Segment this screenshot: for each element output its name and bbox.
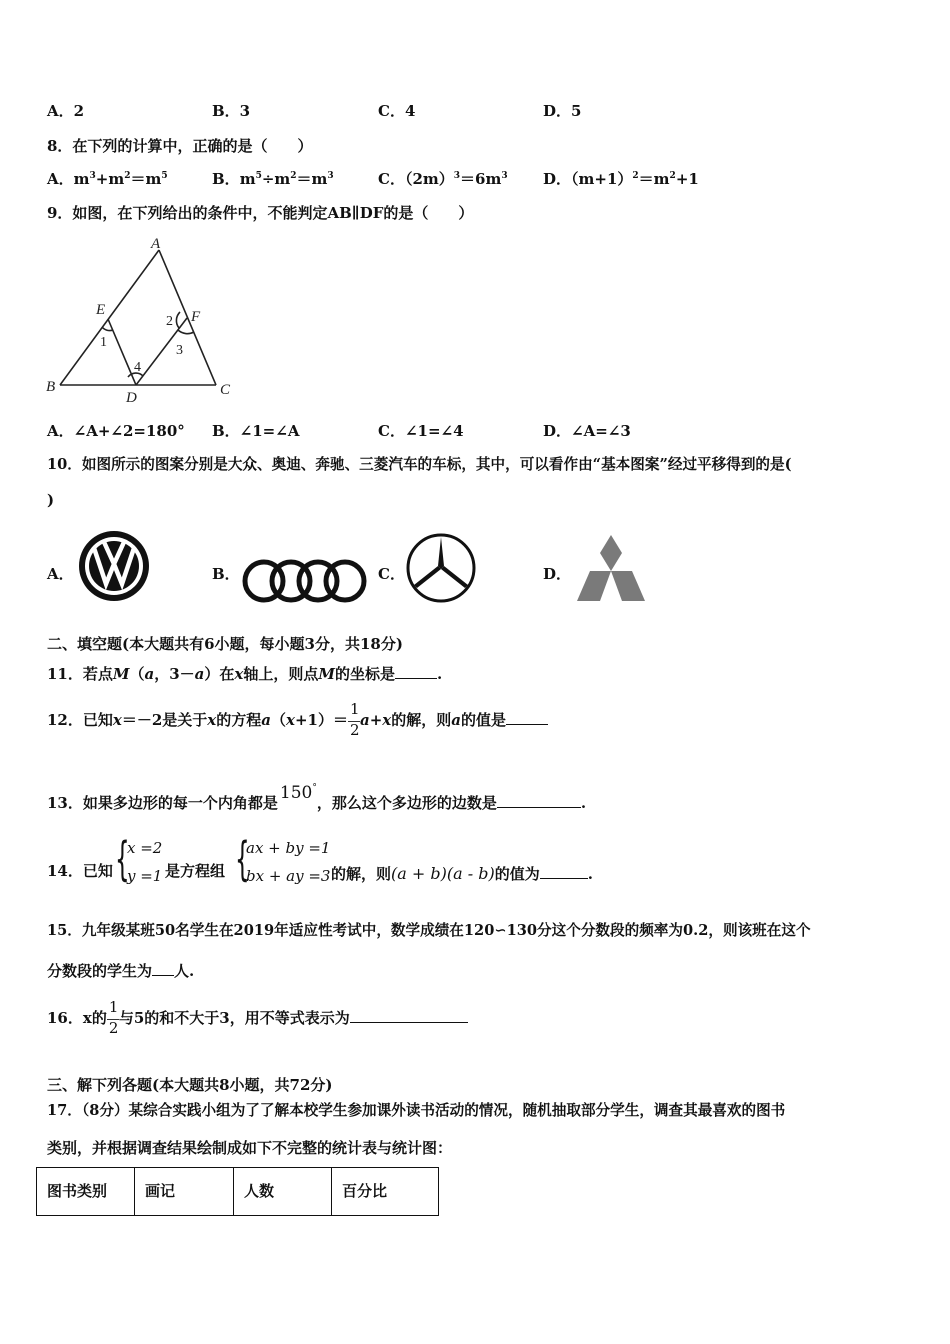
q12: 12．已知x＝－2是关于x的方程a（x+1）＝ $\frac{1}{2}$ a+x的解，则a的值是 xyxy=(47,706,548,736)
label-angle-2: 2 xyxy=(166,314,173,329)
q9-triangle-figure xyxy=(44,236,244,408)
audi-logo-icon xyxy=(240,556,370,606)
q15-answer-blank[interactable] xyxy=(152,961,174,976)
label-angle-4: 4 xyxy=(134,360,141,375)
label-d: D xyxy=(126,390,137,406)
table-header-cell: 画记 xyxy=(135,1168,234,1216)
q7-option-c: C．4 xyxy=(378,102,416,120)
q9-option-a: A．∠A+∠2=180° xyxy=(47,422,185,440)
q15-line1: 15．九年级某班50名学生在2019年适应性考试中，数学成绩在120∽130分这个分数段的频率为0.2，则该班在这个 xyxy=(47,922,811,939)
q8-option-a: A．$m^3+m^2=m^5$ xyxy=(47,170,168,188)
q10-option-a-label: A． xyxy=(47,565,74,583)
q13-angle-value: 150 xyxy=(279,783,313,803)
segment-ab xyxy=(60,250,159,385)
q10-stem-line1: 10．如图所示的图案分别是大众、奥迪、奔驰、三菱汽车的车标，其中，可以看作由“基本图案”经过平移得到的是( xyxy=(47,456,792,473)
q15-line2: 分数段的学生为 人. xyxy=(47,962,195,980)
section-2-title: 二、填空题(本大题共有6小题，每小题3分，共18分) xyxy=(47,635,403,653)
label-angle-1: 1 xyxy=(100,335,107,350)
label-c: C xyxy=(220,382,231,398)
q8-option-b: B．$m^5\div m^2=m^3$ xyxy=(212,170,334,188)
label-e: E xyxy=(96,302,106,318)
q10-stem-line2: ) xyxy=(47,491,55,509)
section-3-title: 三、解下列各题(本大题共8小题，共72分) xyxy=(47,1076,333,1094)
q10-option-b-label: B． xyxy=(212,565,240,583)
label-a: A xyxy=(151,236,161,252)
q17-line2: 类别，并根据调查结果绘制成如下不完整的统计表与统计图： xyxy=(47,1139,453,1157)
table-header-cell: 人数 xyxy=(234,1168,332,1216)
q10-option-d-label: D． xyxy=(543,565,572,583)
table-header-cell: 百分比 xyxy=(332,1168,439,1216)
label-angle-3: 3 xyxy=(176,343,183,358)
label-f: F xyxy=(191,309,201,325)
q13: 13．如果多边形的每一个内角都是 150°，那么这个多边形的边数是 . xyxy=(47,783,587,812)
q9-option-d: D．∠A=∠3 xyxy=(543,422,631,440)
q8-option-d: D．$(m+1)^2=m^2+1$ xyxy=(543,170,699,188)
q14-mid-text: 是方程组 xyxy=(165,862,226,880)
book-category-table xyxy=(36,1167,439,1216)
table-header-row xyxy=(37,1168,439,1216)
mitsubishi-logo-icon xyxy=(572,533,650,605)
segment-ed xyxy=(108,319,136,385)
q11-answer-blank[interactable] xyxy=(395,664,437,679)
q14-expression: (a + b)(a - b) xyxy=(391,864,495,883)
angle-2-arc xyxy=(176,312,180,328)
q13-answer-blank[interactable] xyxy=(497,793,581,808)
q7-option-b: B．3 xyxy=(212,102,251,120)
q14-system-1: { x =2 y =1 xyxy=(115,832,163,886)
q12-answer-blank[interactable] xyxy=(506,710,548,725)
q9-option-c: C．∠1=∠4 xyxy=(378,422,464,440)
q7-option-d: D．5 xyxy=(543,102,582,120)
q16-answer-blank[interactable] xyxy=(350,1008,468,1023)
q8-stem: 8．在下列的计算中，正确的是（ ） xyxy=(47,137,313,155)
q14-label: 14．已知 xyxy=(47,862,113,880)
vw-logo-icon xyxy=(76,528,152,604)
q16-fraction: $\frac{1}{2}$ xyxy=(108,998,119,1037)
table-header-cell: 图书类别 xyxy=(37,1168,135,1216)
q12-fraction: $\frac{1}{2}$ xyxy=(349,700,360,739)
q10-option-c-label: C． xyxy=(378,565,405,583)
q9-option-b: B．∠1=∠A xyxy=(212,422,300,440)
angle-3-arc xyxy=(178,330,194,334)
q9-stem: 9．如图，在下列给出的条件中，不能判定AB∥DF的是（ ） xyxy=(47,204,474,222)
label-b: B xyxy=(46,379,56,395)
q7-option-a: A．2 xyxy=(47,102,85,120)
q17-line1: 17．（8分）某综合实践小组为了了解本校学生参加课外读书活动的情况，随机抽取部分学生，调查其最喜欢的图书 xyxy=(47,1102,786,1119)
q8-option-c: C．$(2m)^3=6m^3$ xyxy=(378,170,508,188)
mercedes-logo-icon xyxy=(404,530,478,606)
q14-tail: 的解，则(a + b)(a - b)的值为 . xyxy=(331,864,593,883)
q14-answer-blank[interactable] xyxy=(540,864,588,879)
q16: 16．x的 $\frac{1}{2}$ 与5的和不大于3，用不等式表示为 xyxy=(47,1004,468,1034)
q14-system-2: { ax + by =1 bx + ay =3 xyxy=(235,832,331,886)
q11: 11．若点M（a，3－a）在x轴上，则点M的坐标是 . xyxy=(47,665,443,683)
